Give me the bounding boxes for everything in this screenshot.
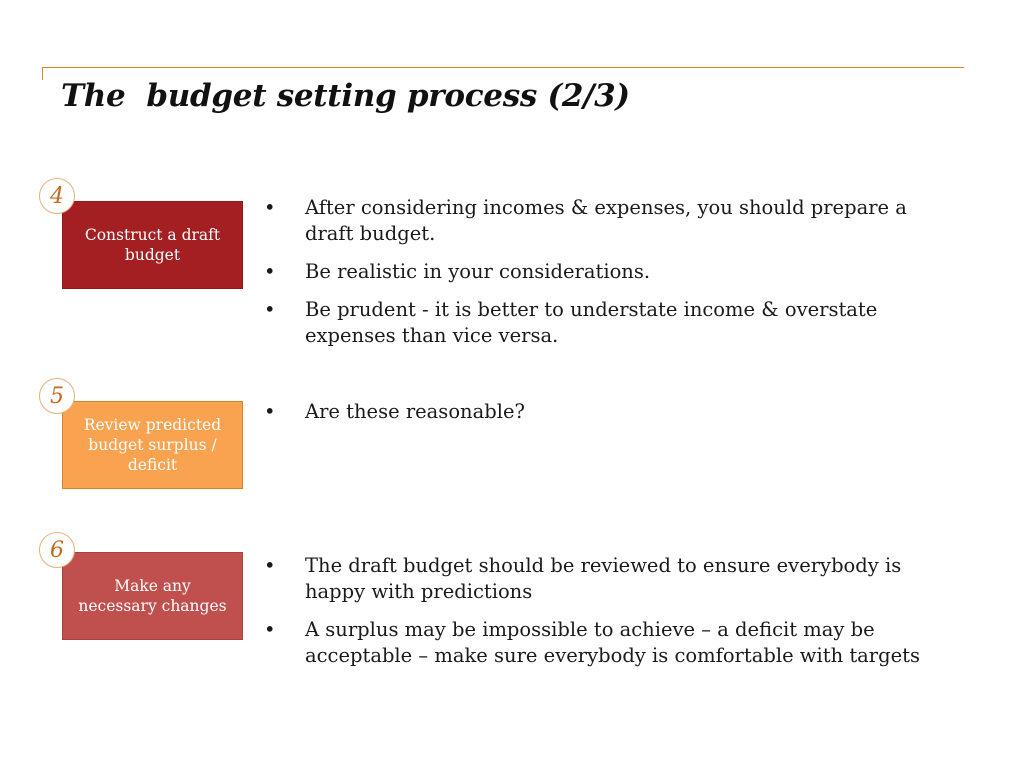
step-5-number: 5	[39, 378, 75, 414]
step-4-label: Construct a draft budget	[84, 226, 221, 264]
step-6-bullets	[264, 553, 944, 681]
step-4-box	[62, 201, 243, 289]
bullet-item: • Be prudent - it is better to understate income & overstate expenses than vice versa.	[264, 297, 944, 349]
step-6-number: 6	[39, 532, 75, 568]
bullet-item: • Be realistic in your considerations.	[264, 259, 944, 285]
title-rule-tick	[42, 67, 43, 80]
bullet-item: • A surplus may be impossible to achieve – a deficit may be acceptable – make sure everybody is comfortable with targets	[264, 617, 944, 669]
title-rule	[42, 67, 964, 68]
bullet-item: • Are these reasonable?	[264, 399, 944, 425]
step-4-number: 4	[39, 178, 75, 214]
step-4-bullets	[264, 195, 944, 361]
step-5-bullets	[264, 399, 944, 437]
step-5-box	[62, 401, 243, 489]
step-6-box	[62, 552, 243, 640]
slide-title: The budget setting process (2/3)	[61, 78, 630, 114]
bullet-item: • The draft budget should be reviewed to ensure everybody is happy with predictions	[264, 553, 944, 605]
step-5-label: Review predicted budget surplus / deficit	[83, 416, 222, 474]
bullet-item: • After considering incomes & expenses, you should prepare a draft budget.	[264, 195, 944, 247]
step-6-label: Make any necessary changes	[78, 577, 227, 615]
